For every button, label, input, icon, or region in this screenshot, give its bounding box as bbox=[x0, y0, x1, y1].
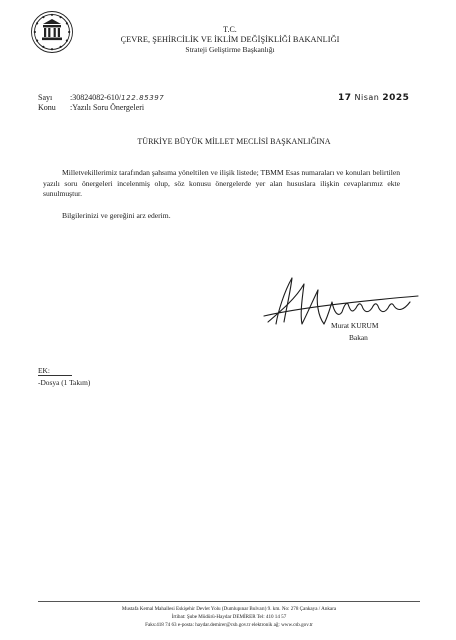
signatory-title: Bakan bbox=[349, 333, 368, 342]
date-month: Nisan bbox=[354, 93, 380, 102]
department-name: Strateji Geliştirme Başkanlığı bbox=[185, 45, 275, 54]
header-tc: T.C. bbox=[223, 25, 237, 34]
konu-label: Konu bbox=[38, 103, 56, 112]
closing-line: Bilgilerinizi ve gereğini arz ederim. bbox=[62, 211, 171, 220]
attachments-label: EK: bbox=[38, 366, 50, 375]
footer-contact: İrtibat: Şube Müdürü-Haydar DEMİRER Tel: 410 14 57 bbox=[171, 614, 287, 620]
sayi-value bbox=[70, 93, 164, 102]
body-paragraph: Milletvekillerimiz tarafından şahsıma yöneltilen ve ilişik listede; TBMM Esas numaraları ve konuları belirtilen yazılı soru önergeleri incelenmiş olup, söz konusu önergelerde yer alan hususlara ilişkin cevaplarımız ekte sunulmuştur. bbox=[43, 168, 400, 199]
recipient-heading: TÜRKİYE BÜYÜK MİLLET MECLİSİ BAŞKANLIĞINA bbox=[137, 137, 331, 146]
footer-fax-email: Faks:418 74 63 e-posta: haydar.demirer@csb.gov.tr elektronik ağ: www.csb.gov.tr bbox=[145, 622, 313, 628]
ministry-name: ÇEVRE, ŞEHİRCİLİK VE İKLİM DEĞİŞİKLİĞİ BAKANLIĞI bbox=[120, 35, 340, 44]
sayi-handwritten: 122.85397 bbox=[121, 94, 165, 102]
document-date bbox=[338, 93, 409, 103]
konu-value: :Yazılı Soru Önergeleri bbox=[70, 103, 145, 112]
attachment-item: -Dosya (1 Takım) bbox=[38, 378, 91, 387]
date-year: 2025 bbox=[382, 93, 410, 103]
sayi-label: Sayı bbox=[38, 93, 53, 102]
footer-divider bbox=[38, 601, 420, 602]
sayi-number: :30824082-610/ bbox=[70, 93, 122, 102]
signatory-name: Murat KURUM bbox=[331, 321, 379, 330]
ministry-logo-icon bbox=[30, 10, 74, 54]
attachments-underline bbox=[38, 375, 72, 376]
footer-address: Mustafa Kemal Mahallesi Eskişehir Devlet Yolu (Dumlupınar Bulvarı) 9. km. No: 278 Çankaya / Ankara bbox=[121, 606, 337, 612]
date-day: 17 bbox=[338, 93, 352, 103]
